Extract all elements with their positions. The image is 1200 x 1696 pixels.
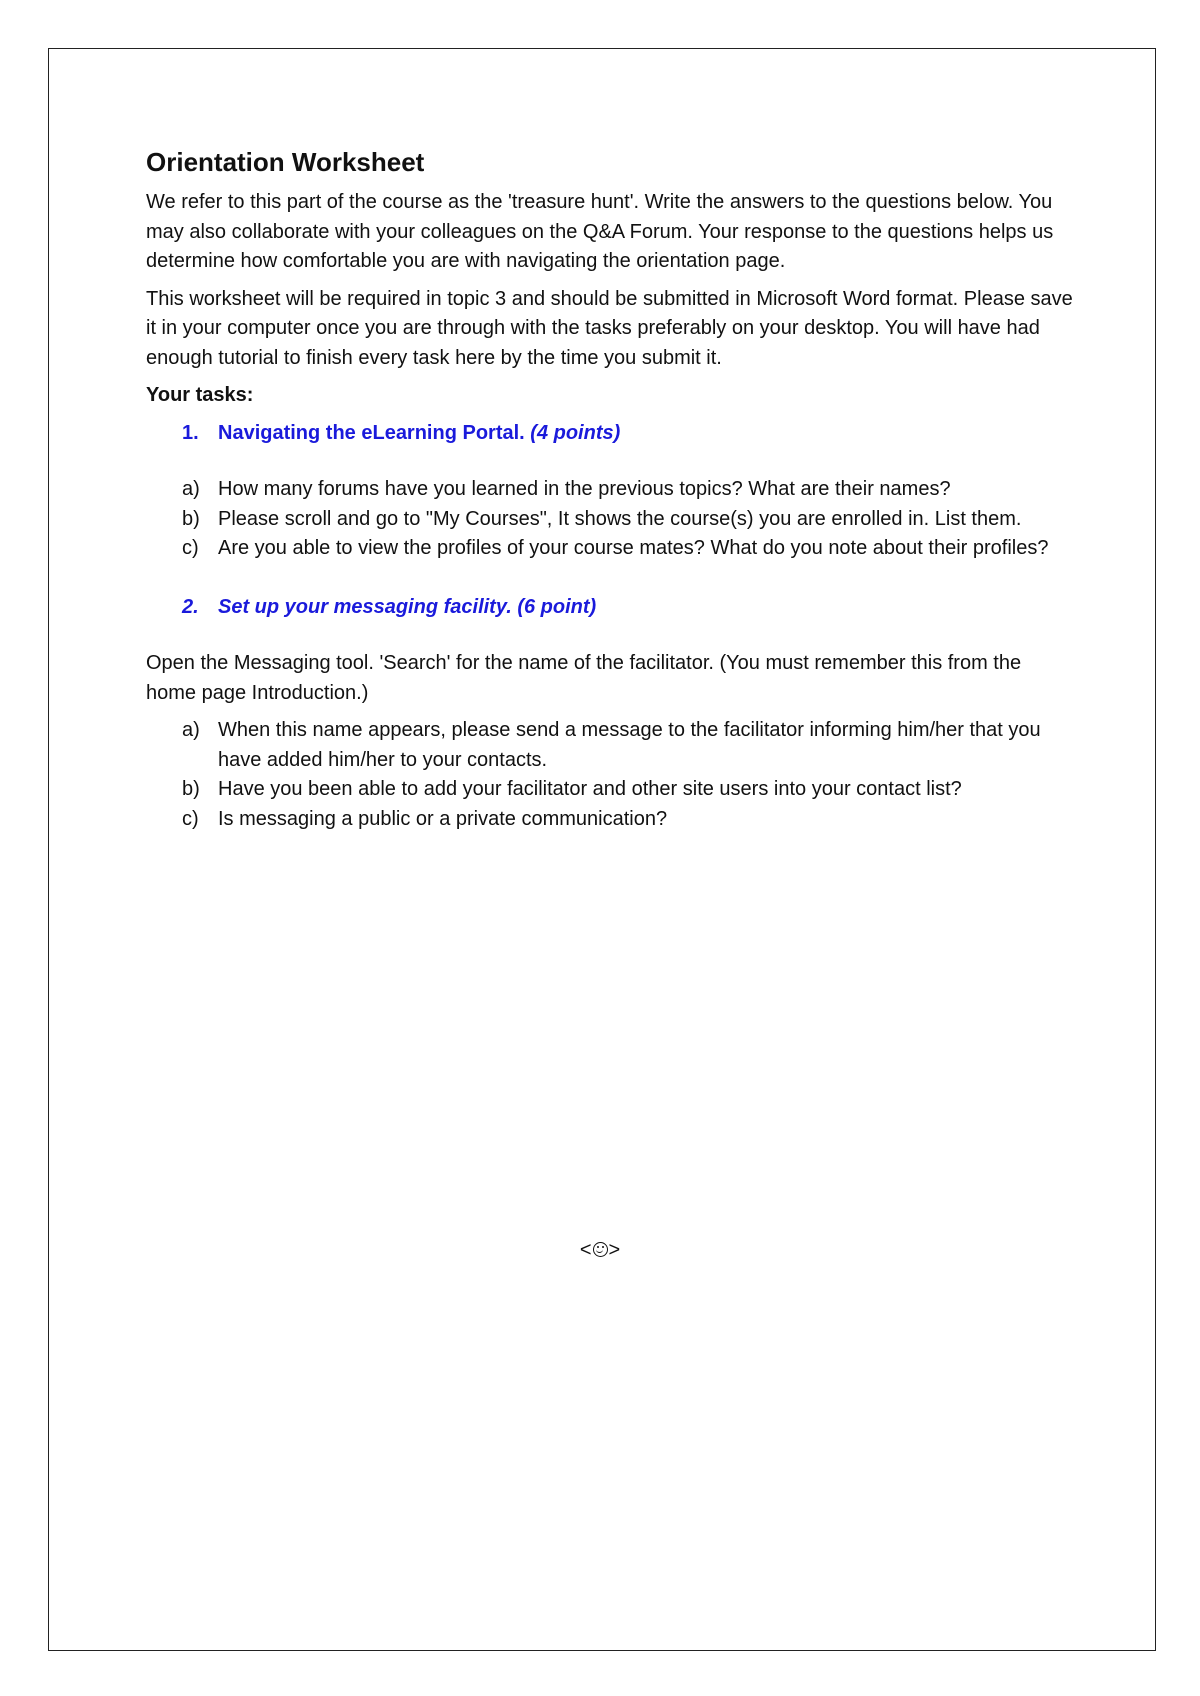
list-item-text: Have you been able to add your facilitator and other site users into your contact list? <box>218 778 962 800</box>
list-item <box>182 716 1076 775</box>
list-item <box>182 475 1076 505</box>
task-2-instruction: Open the Messaging tool. 'Search' for the name of the facilitator. (You must remember this from the home page Introduction.) <box>146 652 1022 704</box>
intro-paragraph-2: This worksheet will be required in topic 3 and should be submitted in Microsoft Word format. Please save it in your computer once you are through with the tasks preferably on your desktop. You will have had enough tutorial to finish every task here by the time you submit it. <box>146 287 1073 369</box>
closing-right-bracket: > <box>608 1239 621 1261</box>
list-item-letter: b) <box>182 507 200 530</box>
list-item-letter: b) <box>182 778 200 800</box>
list-item-text: Are you able to view the profiles of your course mates? What do you note about their profiles? <box>218 537 1049 559</box>
list-item <box>182 534 1076 564</box>
list-item-text: How many forums have you learned in the previous topics? What are their names? <box>218 478 951 500</box>
list-item <box>182 505 1076 535</box>
page-title: Orientation Worksheet <box>146 147 425 177</box>
task-2-list <box>146 716 1076 834</box>
list-item-letter: a) <box>182 719 200 741</box>
list-item-text: Is messaging a public or a private communication? <box>218 807 668 830</box>
task-1-list <box>146 475 1076 564</box>
list-item <box>182 775 1076 805</box>
closing-smiley <box>0 1236 1200 1264</box>
task-1-title: Navigating the eLearning Portal. <box>218 421 525 444</box>
list-item-text: Please scroll and go to "My Courses", It shows the course(s) you are enrolled in. List them. <box>218 507 1022 530</box>
task-1-heading <box>182 419 1076 449</box>
list-item-letter: c) <box>182 807 199 830</box>
list-item <box>182 805 1076 835</box>
task-2-title: Set up your messaging facility. (6 point) <box>218 595 597 618</box>
task-2-heading <box>182 593 1076 623</box>
list-item-letter: a) <box>182 478 200 500</box>
task-1-points: (4 points) <box>530 421 621 444</box>
closing-left-bracket: < <box>579 1239 592 1261</box>
smiley-face-icon <box>593 1242 608 1257</box>
task-2-number: 2. <box>182 595 199 618</box>
list-item-letter: c) <box>182 537 199 559</box>
tasks-heading: Your tasks: <box>146 384 254 406</box>
intro-paragraph-1: We refer to this part of the course as the 'treasure hunt'. Write the answers to the questions below. You may also collaborate with your colleagues on the Q&A Forum. Your response to the questions helps us determine how comfortable you are with navigating the orientation page. <box>146 191 1054 272</box>
worksheet-content <box>146 142 1076 834</box>
list-item-text: When this name appears, please send a message to the facilitator informing him/her that you have added him/her to your contacts. <box>218 719 1041 771</box>
task-1-number: 1. <box>182 421 199 444</box>
